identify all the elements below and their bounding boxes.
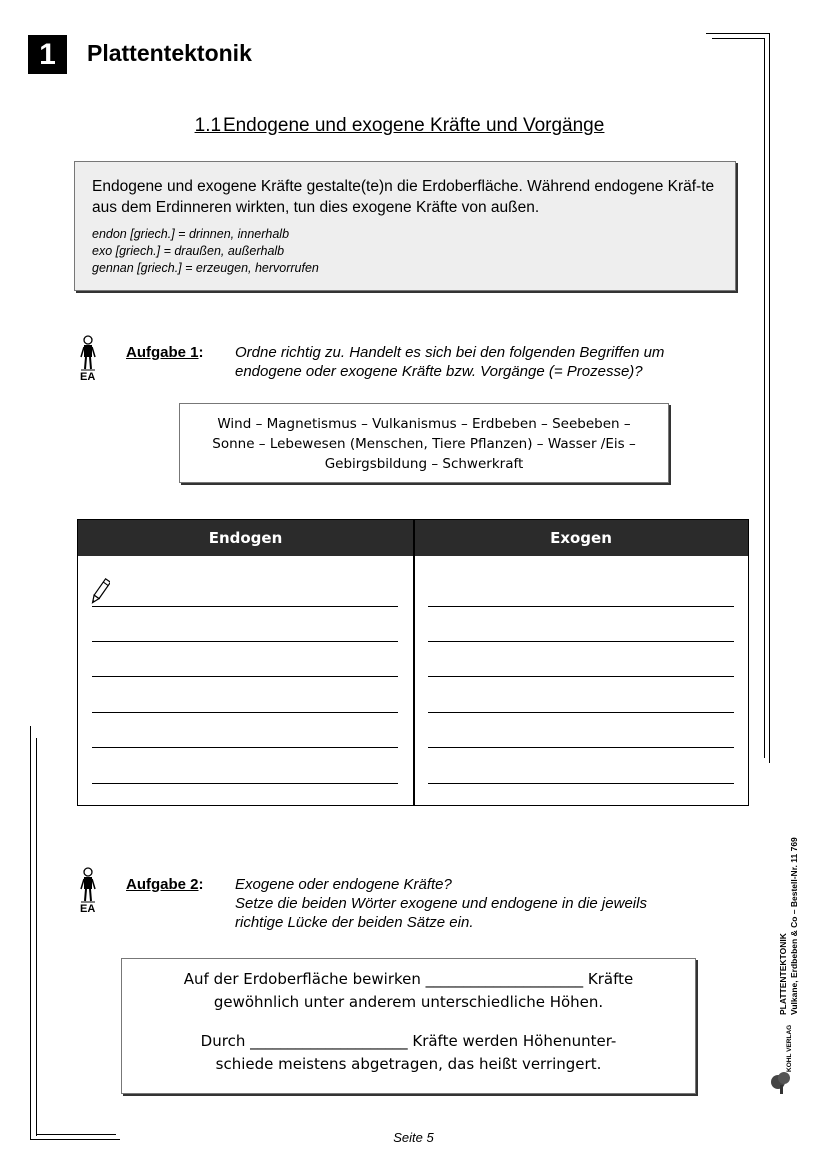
endogen-answer-line-3[interactable] — [92, 676, 398, 677]
task1-label — [126, 344, 204, 361]
exogen-answer-line-4[interactable] — [428, 712, 734, 713]
frame-top-right — [706, 33, 770, 34]
frame-top-right-2 — [712, 38, 764, 39]
section-number: 1.1 — [194, 115, 222, 136]
frame-left — [30, 726, 31, 1140]
term-endon: endon [griech.] = drinnen, innerhalb — [92, 227, 290, 241]
publisher-logo — [768, 1020, 798, 1095]
sort-table — [77, 519, 749, 806]
info-box — [74, 161, 736, 291]
word-list-line3: Gebirgsbildung – Schwerkraft — [324, 456, 524, 472]
word-list-box — [179, 403, 669, 483]
task1-text — [235, 343, 664, 381]
column-divider — [413, 520, 415, 805]
side-imprint-line1: PLATTENTEKTONIK — [778, 933, 788, 1015]
endogen-answer-line-4[interactable] — [92, 712, 398, 713]
exogen-answer-line-6[interactable] — [428, 783, 734, 784]
col-endogen-header: Endogen — [78, 520, 413, 556]
task2-text — [235, 875, 647, 932]
word-list-line2: Sonne – Lebewesen (Menschen, Tiere Pflanzen) – Wasser /Eis – — [212, 436, 636, 452]
task1-colon: : — [198, 344, 204, 361]
task2-text-line2: Setze die beiden Wörter exogene und endogene in die jeweils — [235, 895, 647, 912]
task1-mode: EA — [80, 371, 96, 383]
endogen-answer-line-1[interactable] — [92, 606, 398, 607]
chapter-number: 1 — [28, 35, 67, 74]
chapter-title: Plattentektonik — [87, 40, 252, 66]
info-text: Endogene und exogene Kräfte gestalte(te)n die Erdoberfläche. Während endogene Kräf-te aus dem Erdinneren wirkten, tun dies exogene Kräfte von außen. — [92, 178, 715, 216]
publisher-logo-text: KOHL VERLAG — [786, 1024, 793, 1072]
section-title — [0, 115, 827, 137]
sentence1-line1[interactable]: Auf der Erdoberfläche bewirken _____________________ Kräfte — [183, 970, 634, 988]
frame-right-2 — [764, 38, 765, 758]
exogen-answer-line-3[interactable] — [428, 676, 734, 677]
frame-left-2 — [36, 738, 37, 1136]
gap-sentence-box — [121, 958, 696, 1094]
sentence2-line1[interactable]: Durch _____________________ Kräfte werden Höhenunter- — [200, 1032, 617, 1050]
frame-right — [769, 33, 770, 763]
term-exo: exo [griech.] = draußen, außerhalb — [92, 244, 285, 258]
term-gennan: gennan [griech.] = erzeugen, hervorrufen — [92, 261, 319, 275]
endogen-answer-line-6[interactable] — [92, 783, 398, 784]
side-imprint-line2: Vulkane, Erdbeben & Co – Bestell-Nr. 11 769 — [789, 837, 799, 1015]
exogen-answer-line-2[interactable] — [428, 641, 734, 642]
col-exogen-header: Exogen — [414, 520, 748, 556]
task2-mode: EA — [80, 903, 96, 915]
task1-label-text: Aufgabe 1 — [126, 344, 199, 361]
section-heading: Endogene und exogene Kräfte und Vorgänge — [222, 115, 605, 136]
endogen-answer-line-5[interactable] — [92, 747, 398, 748]
task1-text-line1: Ordne richtig zu. Handelt es sich bei den folgenden Begriffen um — [235, 344, 665, 361]
sentence2-line2: schiede meistens abgetragen, das heißt verringert. — [215, 1055, 602, 1073]
task2-text-line1: Exogene oder endogene Kräfte? — [235, 876, 452, 893]
task2-colon: : — [198, 876, 204, 893]
page-number: Seite 5 — [393, 1130, 434, 1145]
exogen-answer-line-1[interactable] — [428, 606, 734, 607]
task2-label-text: Aufgabe 2 — [126, 876, 199, 893]
word-list-line1: Wind – Magnetismus – Vulkanismus – Erdbeben – Seebeben – — [217, 416, 631, 432]
task1-text-line2: endogene oder exogene Kräfte bzw. Vorgänge (= Prozesse)? — [235, 363, 643, 380]
sentence1-line2: gewöhnlich unter anderem unterschiedliche Höhen. — [213, 993, 604, 1011]
endogen-answer-line-2[interactable] — [92, 641, 398, 642]
task2-label — [126, 876, 204, 893]
exogen-answer-line-5[interactable] — [428, 747, 734, 748]
task2-text-line3: richtige Lücke der beiden Sätze ein. — [235, 914, 474, 931]
info-terms — [92, 226, 319, 277]
